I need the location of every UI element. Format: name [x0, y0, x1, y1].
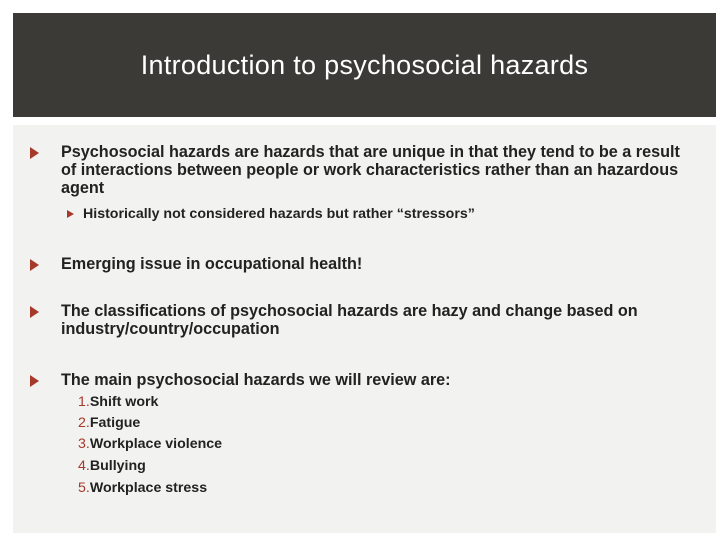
bullet-item	[25, 302, 695, 338]
sub-bullet-arrow-icon	[67, 210, 74, 218]
item-number: 3.	[78, 436, 90, 452]
item-number: 5.	[78, 480, 90, 496]
bullet-arrow-icon	[30, 375, 39, 387]
numbered-item	[78, 479, 207, 497]
title-bar	[13, 13, 716, 117]
item-number: 4.	[78, 458, 90, 474]
bullet-arrow-icon	[30, 306, 39, 318]
item-text: Workplace violence	[89, 436, 223, 452]
content-panel	[13, 125, 716, 533]
bullet-text: Psychosocial hazards are hazards that are unique in that they tend to be a result of interactions between people or work characteristics rather than an hazardous agent	[61, 143, 680, 197]
item-number: 2.	[78, 415, 90, 431]
numbered-item	[78, 414, 140, 432]
bullet-item	[25, 371, 695, 389]
bullet-arrow-icon	[30, 259, 39, 271]
sub-bullet-text: Historically not considered hazards but rather “stressors”	[83, 206, 475, 222]
item-text: Workplace stress	[89, 480, 208, 496]
bullet-item	[25, 143, 695, 197]
slide-title: Introduction to psychosocial hazards	[140, 49, 589, 80]
bullet-text: The classifications of psychosocial hazards are hazy and change based on industry/country/occupation	[61, 302, 638, 338]
numbered-item	[78, 393, 158, 411]
bullet-item	[25, 255, 695, 273]
item-text: Bullying	[89, 458, 146, 474]
item-number: 1.	[78, 394, 90, 410]
item-text: Shift work	[89, 394, 159, 410]
bullet-text: The main psychosocial hazards we will review are:	[61, 371, 451, 389]
numbered-item	[78, 457, 146, 475]
item-text: Fatigue	[89, 415, 141, 431]
bullet-arrow-icon	[30, 147, 39, 159]
sub-bullet-item	[65, 205, 685, 223]
numbered-item	[78, 435, 222, 453]
bullet-text: Emerging issue in occupational health!	[61, 255, 363, 273]
